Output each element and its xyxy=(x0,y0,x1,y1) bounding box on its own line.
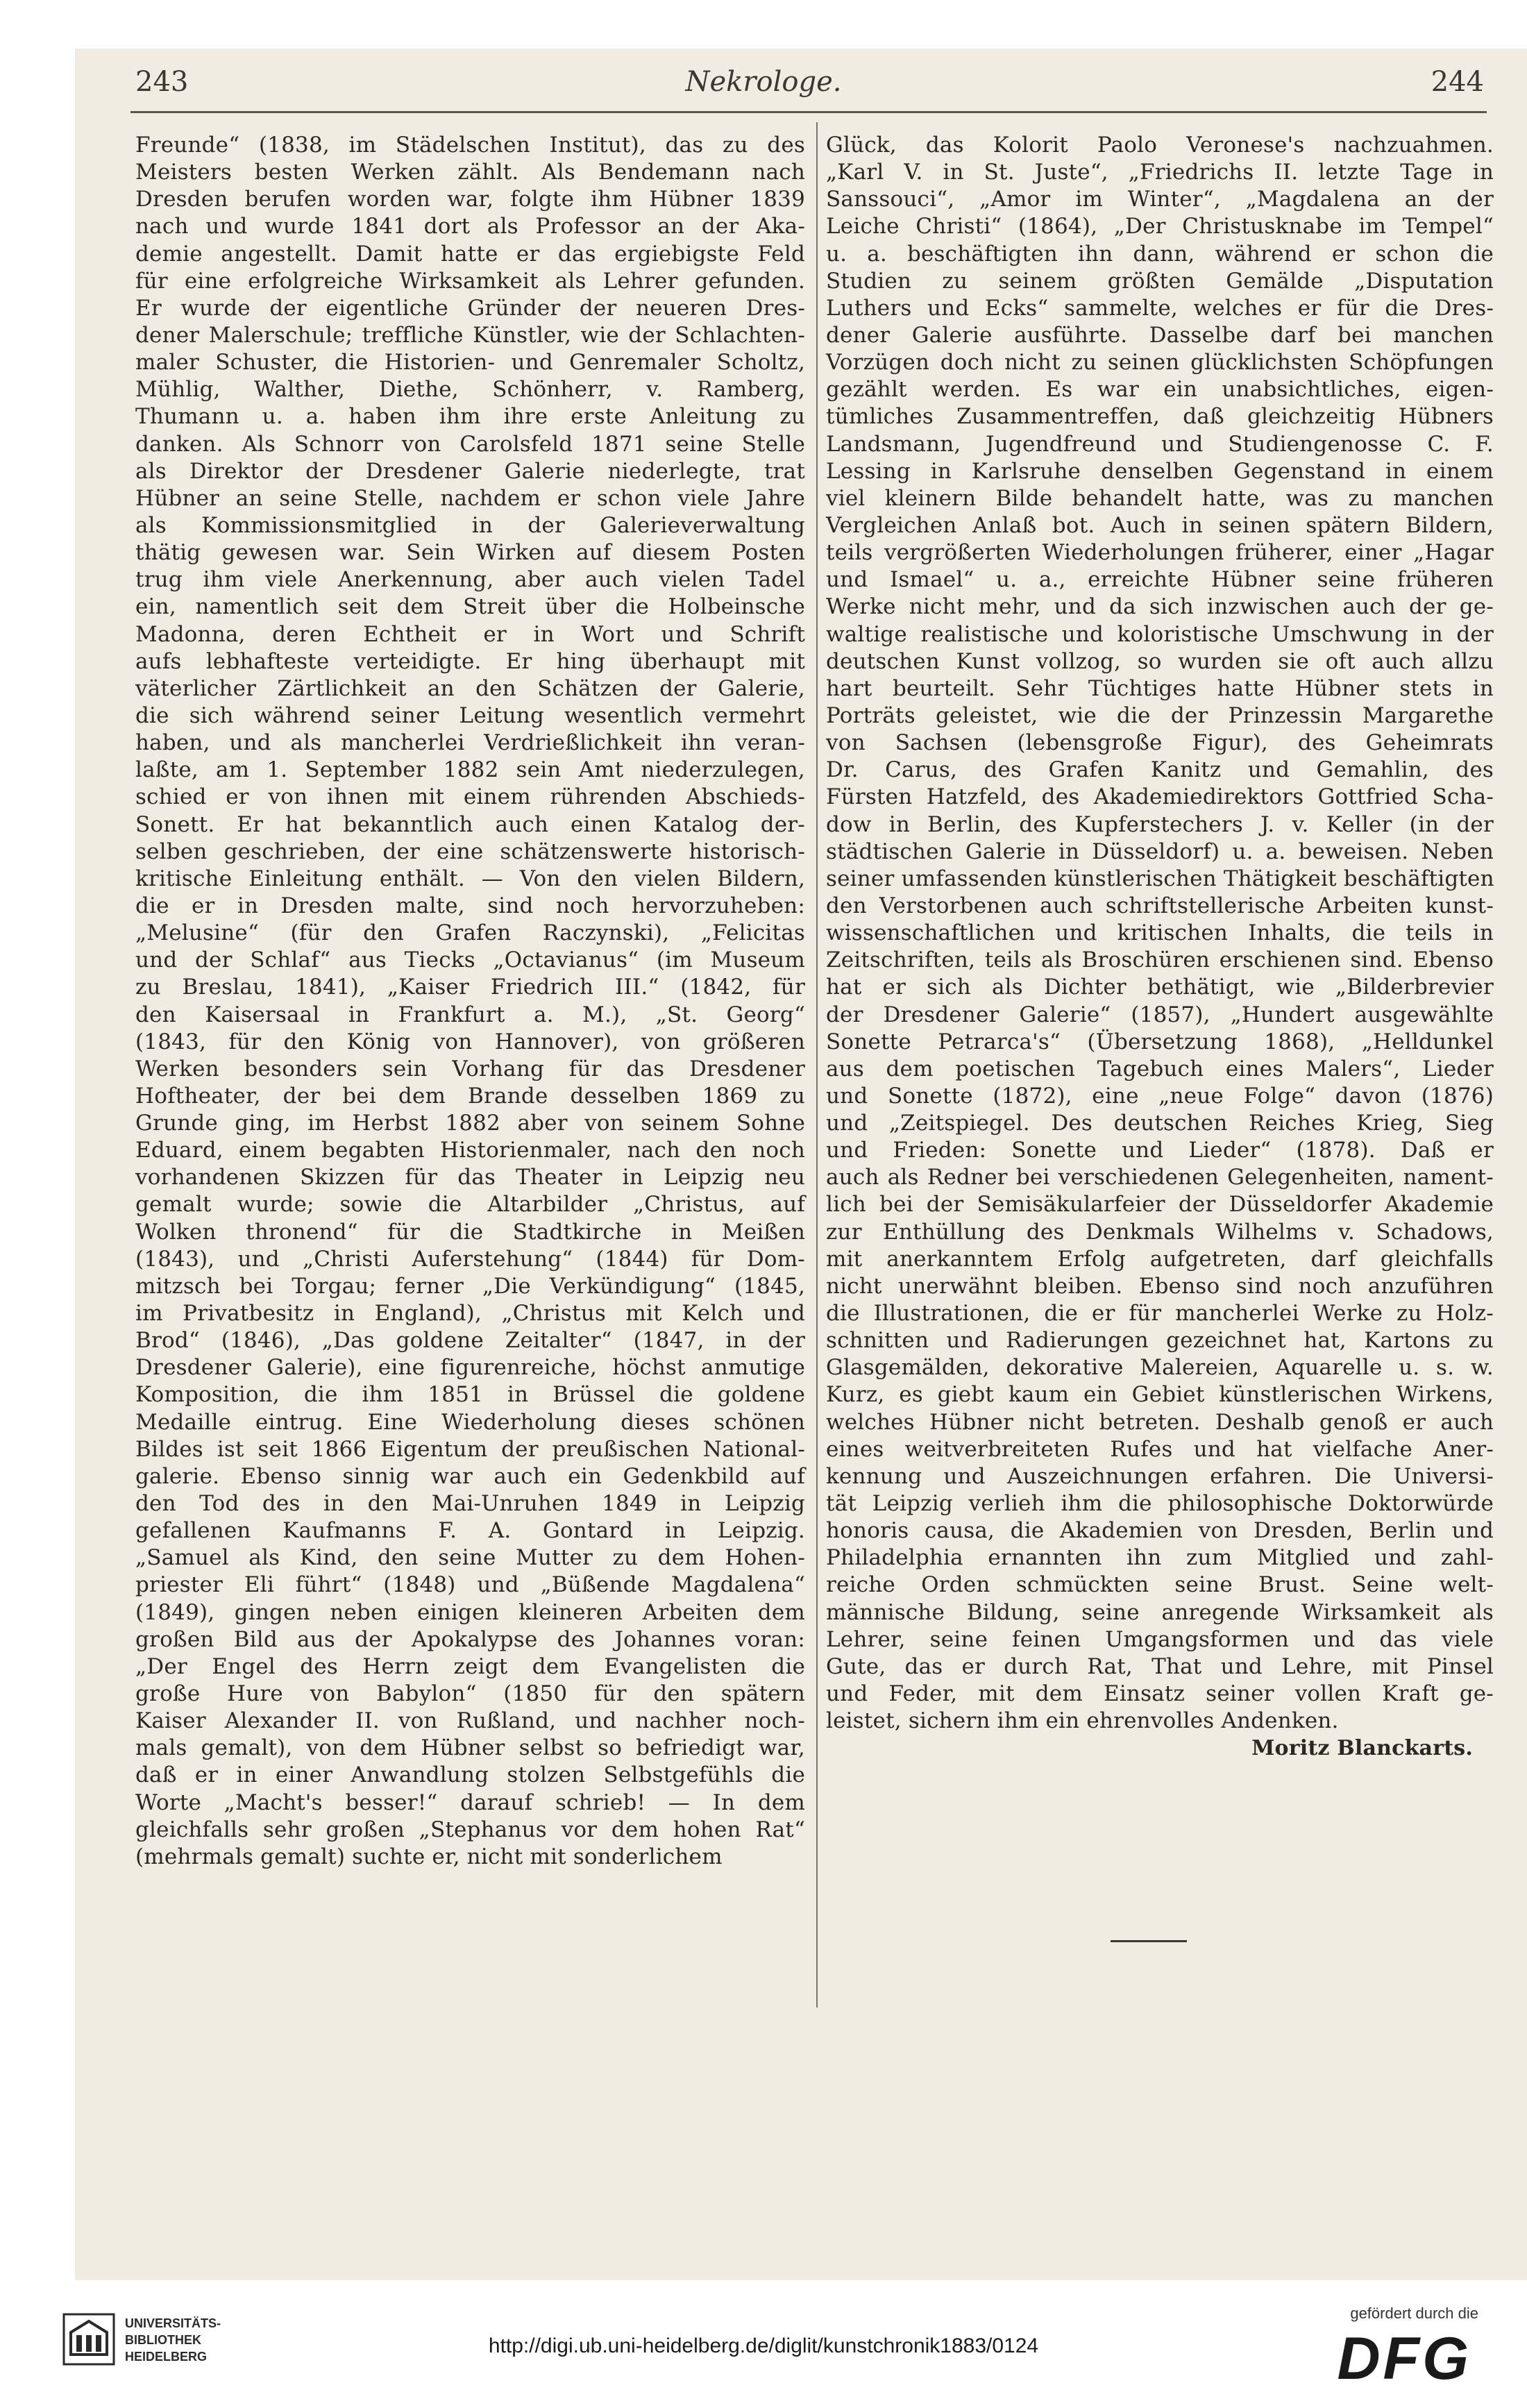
text-line: hat er sich als Dichter bethätigt, wie „Bilderbrevier xyxy=(826,975,1494,1000)
source-url-link[interactable]: http://digi.ub.uni-heidelberg.de/diglit/kunstchronik1883/0124 xyxy=(488,2334,1039,2357)
text-line: „Melusine“ (für den Grafen Raczynski), „Felicitas xyxy=(135,920,805,946)
header-rule xyxy=(130,111,1487,113)
text-line: Studien zu seinem größten Gemälde „Disputation xyxy=(826,268,1494,294)
text-line: großen Bild aus der Apokalypse des Johannes voran: xyxy=(135,1626,805,1652)
text-line: Kaiser Alexander II. von Rußland, und nachher noch- xyxy=(135,1708,805,1734)
text-line: Madonna, deren Echtheit er in Wort und Schrift xyxy=(135,621,805,647)
text-line: tümliches Zusammentreffen, daß gleichzeitig Hübners xyxy=(826,404,1494,430)
text-line: reiche Orden schmückten seine Brust. Seine welt- xyxy=(826,1572,1494,1598)
text-line: Bildes ist seit 1866 Eigentum der preußischen National- xyxy=(135,1436,805,1462)
page-number-left: 243 xyxy=(135,66,189,98)
text-line: mitzsch bei Torgau; ferner „Die Verkündigung“ (1845, xyxy=(135,1273,805,1299)
text-line: (1849), gingen neben einigen kleineren Arbeiten dem xyxy=(135,1599,805,1625)
text-line: Fürsten Hatzfeld, des Akademiedirektors Gottfried Scha- xyxy=(826,784,1494,810)
text-line: Werke nicht mehr, und da sich inzwischen auch der ge- xyxy=(826,594,1494,620)
text-line: Philadelphia ernannten ihn zum Mitglied und zahl- xyxy=(826,1545,1494,1571)
text-line: hart beurteilt. Sehr Tüchtiges hatte Hübner stets in xyxy=(826,675,1494,701)
text-line: Wolken thronend“ für die Stadtkirche in Meißen xyxy=(135,1219,805,1245)
text-line: Luthers und Ecks“ sammelte, welches er für die Dres- xyxy=(826,295,1494,321)
text-line: laßte, am 1. September 1882 sein Amt niederzulegen, xyxy=(135,757,805,783)
text-line: zur Enthüllung des Denkmals Wilhelms v. Schadows, xyxy=(826,1219,1494,1245)
text-line: gezählt werden. Es war ein unabsichtliches, eigen- xyxy=(826,377,1494,403)
text-line: von Sachsen (lebensgroße Figur), des Geheimrats xyxy=(826,730,1494,756)
text-line: der Dresdener Galerie“ (1857), „Hundert ausgewählte xyxy=(826,1002,1494,1027)
text-line: die Illustrationen, die er für mancherlei Werke zu Holz- xyxy=(826,1301,1494,1327)
text-line: welches Hübner nicht betreten. Deshalb genoß er auch xyxy=(826,1409,1494,1435)
text-line: die er in Dresden malte, sind noch hervorzuheben: xyxy=(135,893,805,918)
text-line: Sonett. Er hat bekanntlich auch einen Katalog der- xyxy=(135,811,805,837)
text-line: Glück, das Kolorit Paolo Veronese's nachzuahmen. xyxy=(826,133,1494,158)
text-line: mals gemalt), von dem Hübner selbst so befriedigt war, xyxy=(135,1735,805,1761)
text-line: kennung und Auszeichnungen erfahren. Die Universi- xyxy=(826,1463,1494,1489)
text-line: städtischen Galerie in Düsseldorf) u. a. beweisen. Neben xyxy=(826,839,1494,864)
text-line: (1843), und „Christi Auferstehung“ (1844) für Dom- xyxy=(135,1246,805,1272)
footer-bar xyxy=(0,2280,1527,2408)
text-line: Brod“ (1846), „Das goldene Zeitalter“ (1847, in der xyxy=(135,1328,805,1354)
text-line: Lehrer, seine feinen Umgangsformen und das viele xyxy=(826,1626,1494,1652)
text-line: gleichfalls sehr großen „Stephanus vor dem hohen Rat“ xyxy=(135,1817,805,1842)
text-line: und Ismael“ u. a., erreichte Hübner seine früheren xyxy=(826,567,1494,593)
text-line: haben, und als mancherlei Verdrießlichkeit ihn veran- xyxy=(135,730,805,756)
text-line: vorhandenen Skizzen für das Theater in Leipzig neu xyxy=(135,1165,805,1190)
text-line: „Der Engel des Herrn zeigt dem Evangelisten die xyxy=(135,1653,805,1679)
text-line: und „Zeitspiegel. Des deutschen Reiches Krieg, Sieg xyxy=(826,1111,1494,1136)
text-line: galerie. Ebenso sinnig war auch ein Gedenkbild auf xyxy=(135,1463,805,1489)
text-line: priester Eli führt“ (1848) und „Büßende Magdalena“ xyxy=(135,1572,805,1598)
text-line: Meisters besten Werken zählt. Als Bendemann nach xyxy=(135,160,805,185)
text-line: Er wurde der eigentliche Gründer der neueren Dres- xyxy=(135,295,805,321)
text-line: Hoftheater, der bei dem Brande desselben 1869 zu xyxy=(135,1083,805,1109)
text-line: tät Leipzig verlieh ihm die philosophische Doktorwürde xyxy=(826,1491,1494,1517)
text-line: gemalt wurde; sowie die Altarbilder „Christus, auf xyxy=(135,1192,805,1218)
text-line: große Hure von Babylon“ (1850 für den spätern xyxy=(135,1681,805,1707)
text-line: Vergleichen Anlaß bot. Auch in seinen spätern Bildern, xyxy=(826,512,1494,538)
text-line: nicht unerwähnt bleiben. Ebenso sind noch anzuführen xyxy=(826,1273,1494,1299)
text-line: dow in Berlin, des Kupferstechers J. v. Keller (in der xyxy=(826,811,1494,837)
text-line: danken. Als Schnorr von Carolsfeld 1871 seine Stelle xyxy=(135,431,805,457)
funded-by-label: gefördert durch die xyxy=(1350,2305,1478,2322)
running-title: Nekrologe. xyxy=(685,66,842,98)
text-line: schied er von ihnen mit einem rührenden Abschieds- xyxy=(135,784,805,810)
text-line: maler Schuster, die Historien- und Genremaler Scholtz, xyxy=(135,350,805,376)
text-line: Porträts geleistet, wie die der Prinzessin Margarethe xyxy=(826,702,1494,728)
text-line: Vorzügen doch nicht zu seinen glücklichsten Schöpfungen xyxy=(826,350,1494,376)
library-name-line: BIBLIOTHEK xyxy=(125,2333,201,2347)
library-name-line: HEIDELBERG xyxy=(125,2350,208,2364)
text-line: im Privatbesitz in England), „Christus mit Kelch und xyxy=(135,1301,805,1327)
text-line: Freunde“ (1838, im Städelschen Institut), das zu des xyxy=(135,133,805,158)
text-line: auch als Redner bei verschiedenen Gelegenheiten, nament- xyxy=(826,1165,1494,1190)
end-rule xyxy=(1111,1940,1187,1942)
text-line: Hübner an seine Stelle, nachdem er schon viele Jahre xyxy=(135,485,805,511)
column-divider xyxy=(816,122,818,2007)
text-line: Eduard, einem begabten Historienmaler, nach den noch xyxy=(135,1138,805,1163)
text-line: nach und wurde 1841 dort als Professor an der Aka- xyxy=(135,214,805,239)
text-line: Dresdener Galerie), eine figurenreiche, höchst anmutige xyxy=(135,1355,805,1381)
text-line: dener Galerie ausführte. Dasselbe darf bei manchen xyxy=(826,322,1494,348)
text-line: gefallenen Kaufmanns F. A. Gontard in Leipzig. xyxy=(135,1518,805,1544)
text-line: Dr. Carus, des Grafen Kanitz und Gemahlin, des xyxy=(826,757,1494,783)
text-line: Worte „Macht's besser!“ darauf schrieb! — In dem xyxy=(135,1790,805,1815)
text-line: „Samuel als Kind, den seine Mutter zu dem Hohen- xyxy=(135,1545,805,1571)
text-line: den Tod des in den Mai-Unruhen 1849 in Leipzig xyxy=(135,1491,805,1517)
text-line: schnitten und Radierungen gezeichnet hat, Kartons zu xyxy=(826,1328,1494,1354)
text-line: Medaille eintrug. Eine Wiederholung dieses schönen xyxy=(135,1409,805,1435)
text-line: als Direktor der Dresdener Galerie niederlegte, trat xyxy=(135,458,805,484)
text-line: Kurz, es giebt kaum ein Gebiet künstlerischen Wirkens, xyxy=(826,1382,1494,1408)
text-line: leistet, sichern ihm ein ehrenvolles Andenken. xyxy=(826,1708,1339,1734)
text-line: honoris causa, die Akademien von Dresden, Berlin und xyxy=(826,1518,1494,1544)
text-line: „Karl V. in St. Juste“, „Friedrichs II. letzte Tage in xyxy=(826,160,1494,185)
text-line: als Kommissionsmitglied in der Galerieverwaltung xyxy=(135,512,805,538)
text-line: Leiche Christi“ (1864), „Der Christusknabe im Tempel“ xyxy=(826,214,1494,239)
text-line: kritische Einleitung enthält. — Von den vielen Bildern, xyxy=(135,866,805,891)
text-line: eines weitverbreiteten Rufes und hat vielfache Aner- xyxy=(826,1436,1494,1462)
text-line: demie angestellt. Damit hatte er das ergiebigste Feld xyxy=(135,241,805,267)
text-line: Dresden berufen worden war, folgte ihm Hübner 1839 xyxy=(135,187,805,212)
author-signature: Moritz Blanckarts. xyxy=(1251,1736,1473,1761)
text-line: Glasgemälden, dekorative Malereien, Aquarelle u. s. w. xyxy=(826,1355,1494,1381)
text-line: aufs lebhafteste verteidigte. Er hing überhaupt mit xyxy=(135,648,805,674)
right-column xyxy=(826,132,1494,1762)
text-line: Sanssouci“, „Amor im Winter“, „Magdalena an der xyxy=(826,187,1494,212)
text-line: zu Breslau, 1841), „Kaiser Friedrich III.“ (1842, für xyxy=(135,975,805,1000)
text-line: und der Schlaf“ aus Tiecks „Octavianus“ (im Museum xyxy=(135,948,805,973)
text-line: thätig gewesen war. Sein Wirken auf diesem Posten xyxy=(135,540,805,566)
text-line: und Sonette (1872), eine „neue Folge“ davon (1876) xyxy=(826,1083,1494,1109)
text-line: Lessing in Karlsruhe denselben Gegenstand in einem xyxy=(826,458,1494,484)
library-name-line: UNIVERSITÄTS- xyxy=(125,2316,221,2330)
text-line: (mehrmals gemalt) suchte er, nicht mit sonderlichem xyxy=(135,1844,723,1869)
text-line: väterlicher Zärtlichkeit an den Schätzen der Galerie, xyxy=(135,675,805,701)
text-line: Landsmann, Jugendfreund und Studiengenosse C. F. xyxy=(826,431,1494,457)
text-line: Thumann u. a. haben ihm ihre erste Anleitung zu xyxy=(135,404,805,430)
text-line: und Frieden: Sonette und Lieder“ (1878). Daß er xyxy=(826,1138,1494,1163)
text-line: den Verstorbenen auch schriftstellerische Arbeiten kunst- xyxy=(826,893,1494,918)
text-line: u. a. beschäftigten ihn dann, während er schon die xyxy=(826,241,1494,267)
dfg-logo: DFG xyxy=(1337,2325,1471,2392)
text-line: Zeitschriften, teils als Broschüren erschienen sind. Ebenso xyxy=(826,948,1494,973)
text-line: Sonette Petrarca's“ (Übersetzung 1868), „Helldunkel xyxy=(826,1029,1494,1054)
text-line: den Kaisersaal in Frankfurt a. M.), „St. Georg“ xyxy=(135,1002,805,1027)
text-line: waltige realistische und koloristische Umschwung in der xyxy=(826,621,1494,647)
text-line: und Feder, mit dem Einsatz seiner vollen Kraft ge- xyxy=(826,1681,1494,1707)
left-column xyxy=(135,132,805,1871)
text-line: teils vergrößerten Wiederholungen früherer, einer „Hagar xyxy=(826,540,1494,566)
text-line: Komposition, die ihm 1851 in Brüssel die goldene xyxy=(135,1382,805,1408)
text-line: ein, namentlich seit dem Streit über die Holbeinsche xyxy=(135,594,805,620)
text-line: männische Bildung, seine anregende Wirksamkeit als xyxy=(826,1599,1494,1625)
text-line: deutschen Kunst vollzog, so wurden sie oft auch allzu xyxy=(826,648,1494,674)
text-line: für eine erfolgreiche Wirksamkeit als Lehrer gefunden. xyxy=(135,268,805,294)
text-line: die sich während seiner Leitung wesentlich vermehrt xyxy=(135,702,805,728)
text-line: Werken besonders sein Vorhang für das Dresdener xyxy=(135,1056,805,1081)
page-number-right: 244 xyxy=(1431,66,1484,98)
text-line: dener Malerschule; treffliche Künstler, wie der Schlachten- xyxy=(135,322,805,348)
text-line: lich bei der Semisäkularfeier der Düsseldorfer Akademie xyxy=(826,1192,1494,1218)
text-line: trug ihm viele Anerkennung, aber auch vielen Tadel xyxy=(135,567,805,593)
text-line: Gute, das er durch Rat, That und Lehre, mit Pinsel xyxy=(826,1653,1494,1679)
text-line: daß er in einer Anwandlung stolzen Selbstgefühls die xyxy=(135,1762,805,1788)
text-line: Grunde ging, im Herbst 1882 aber von seinem Sohne xyxy=(135,1111,805,1136)
text-line: Mühlig, Walther, Diethe, Schönherr, v. Ramberg, xyxy=(135,377,805,403)
text-line: seiner umfassenden künstlerischen Thätigkeit beschäftigten xyxy=(826,866,1494,891)
text-line: viel kleinern Bilde behandelt hatte, was zu manchen xyxy=(826,485,1494,511)
text-line: (1843, für den König von Hannover), von größeren xyxy=(135,1029,805,1054)
text-line: mit anerkanntem Erfolg aufgetreten, darf gleichfalls xyxy=(826,1246,1494,1272)
text-line: selben geschrieben, der eine schätzenswerte historisch- xyxy=(135,839,805,864)
text-line: aus dem poetischen Tagebuch eines Malers“, Lieder xyxy=(826,1056,1494,1081)
text-line: wissenschaftlichen und kritischen Inhalts, die teils in xyxy=(826,920,1494,946)
